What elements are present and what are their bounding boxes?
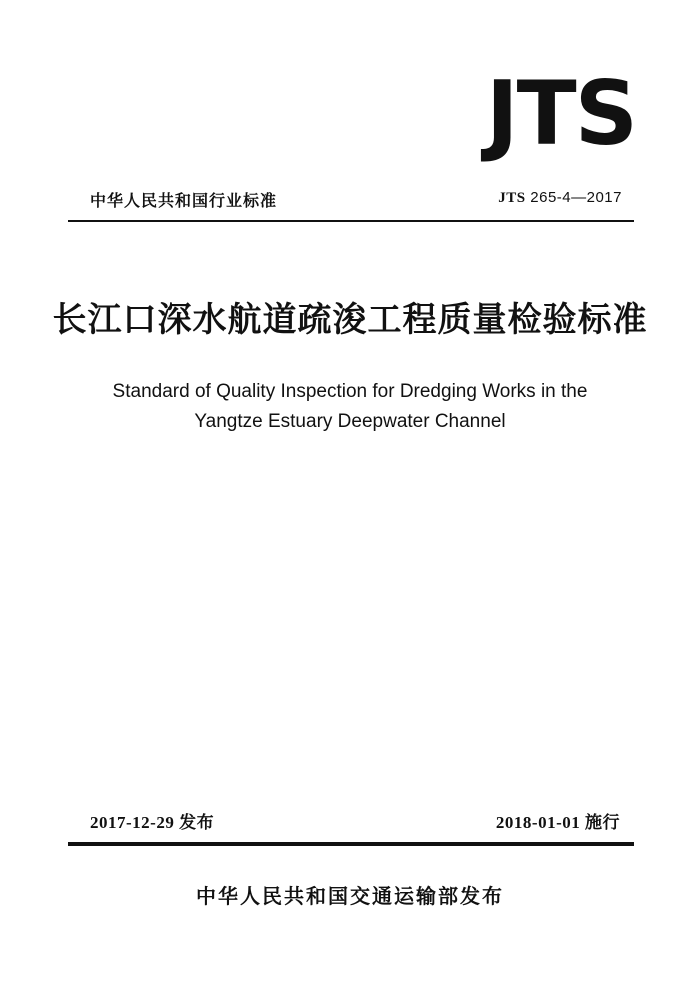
standard-code: 265-4—2017	[525, 189, 622, 206]
implementation-date: 2018-01-01 施行	[495, 813, 620, 832]
title-chinese: 长江口深水航道疏浚工程质量检验标准	[52, 300, 648, 340]
bottom-divider	[68, 842, 634, 846]
top-divider	[68, 220, 634, 222]
issue-date: 2017-12-29 发布	[90, 813, 215, 832]
jts-logo: JTS	[485, 62, 636, 165]
standard-number	[498, 189, 622, 207]
title-english-line1: Standard of Quality Inspection for Dredging Works in the	[112, 381, 588, 402]
standard-prefix: JTS	[498, 190, 526, 206]
publisher: 中华人民共和国交通运输部发布	[196, 884, 504, 908]
title-english-line2: Yangtze Estuary Deepwater Channel	[194, 411, 506, 432]
standard-category: 中华人民共和国行业标准	[90, 191, 278, 210]
